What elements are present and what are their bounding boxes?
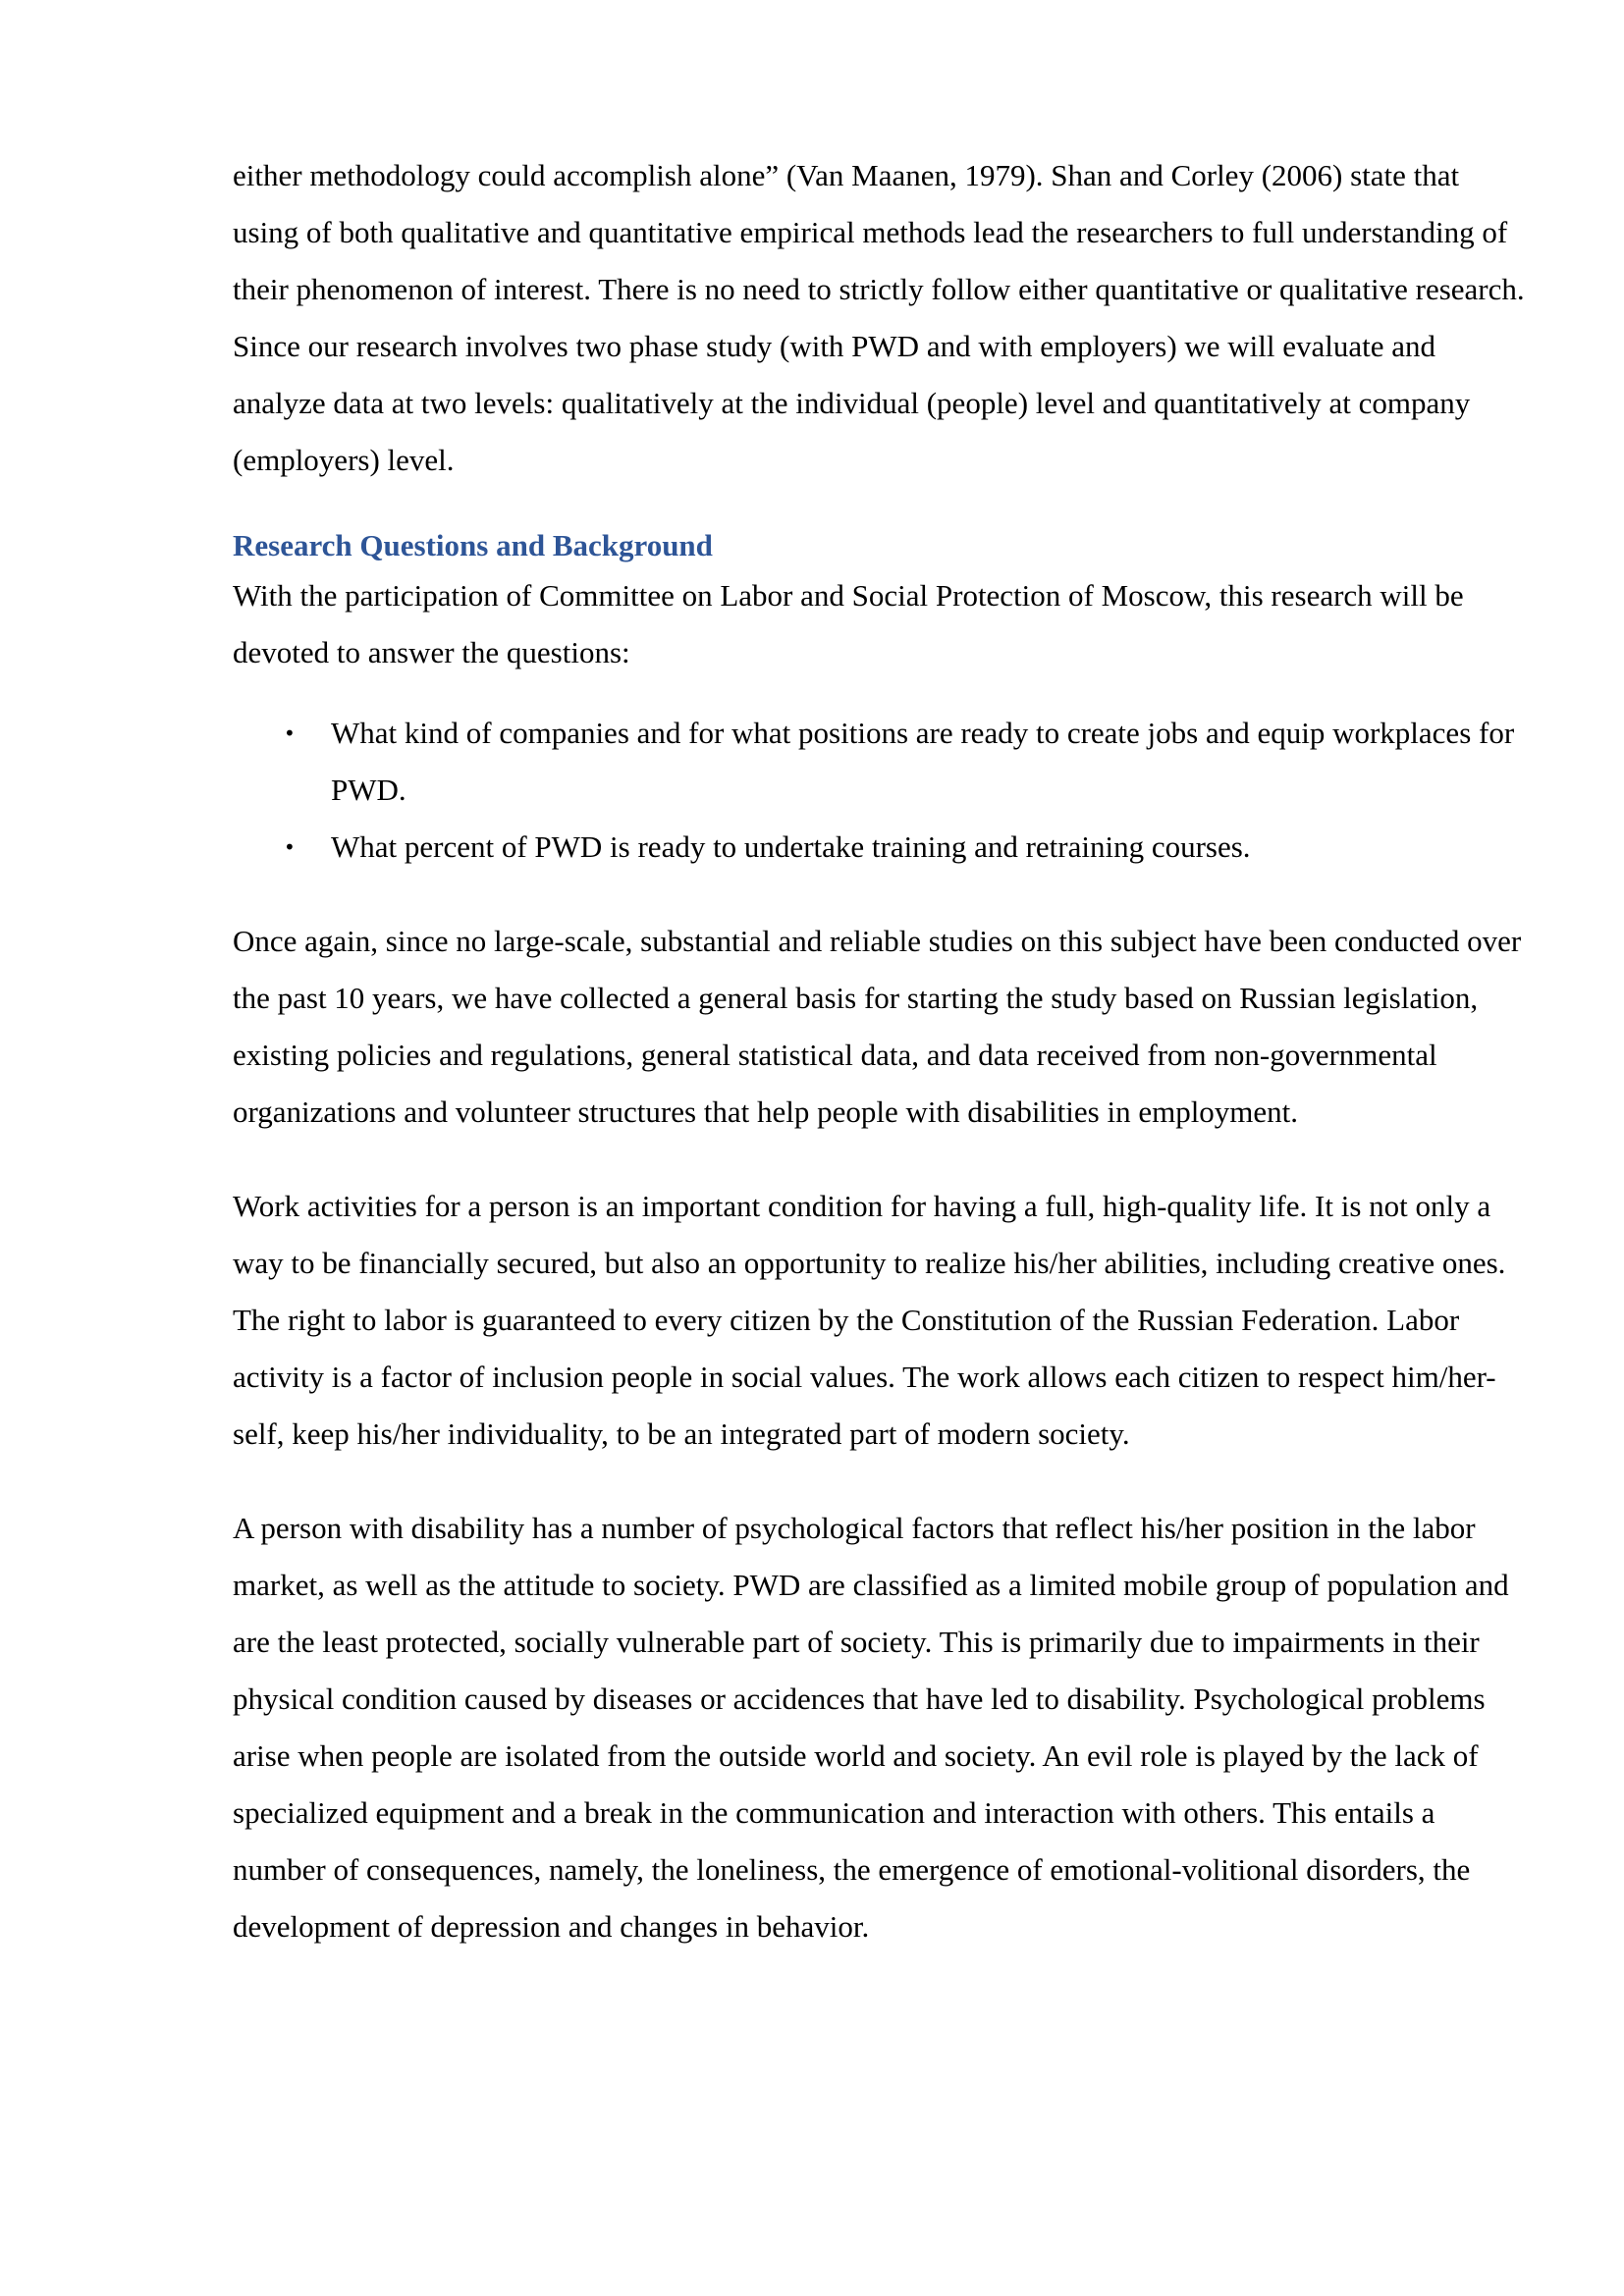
section-heading-research-questions: Research Questions and Background	[233, 528, 713, 562]
paragraph-methodology: either methodology could accomplish alone” (Van Maanen, 1979). Shan and Corley (2006) state that using of both qualitative and quantitative empirical methods lead the researchers to full understanding of their phenomenon of interest. There is no need to strictly follow either quantitative or qualitative research. Since our research involves two phase study (with PWD and with employers) we will evaluate and analyze data at two levels: qualitatively at the individual (people) level and quantitatively at company (employers) level.	[233, 158, 1525, 477]
paragraph-research-intro: With the participation of Committee on Labor and Social Protection of Moscow, this research will be devoted to answer the questions:	[233, 578, 1464, 669]
list-item	[233, 705, 1529, 819]
list-item-text: What percent of PWD is ready to undertake training and retraining courses.	[331, 829, 1251, 864]
paragraph-psychological-factors: A person with disability has a number of psychological factors that reflect his/her position in the labor market, as well as the attitude to society. PWD are classified as a limited mobile group of population and are the least protected, socially vulnerable part of society. This is primarily due to impairments in their physical condition caused by diseases or accidences that have led to disability. Psychological problems arise when people are isolated from the outside world and society. An evil role is played by the lack of specialized equipment and a break in the communication and interaction with others. This entails a number of consequences, namely, the loneliness, the emergence of emotional-volitional disorders, the development of depression and changes in behavior.	[233, 1511, 1509, 1944]
list-item-text: What kind of companies and for what positions are ready to create jobs and equip workplaces for PWD.	[331, 716, 1515, 807]
bullet-icon: •	[284, 835, 296, 859]
list-item	[233, 819, 1529, 876]
paragraph-study-basis: Once again, since no large-scale, substantial and reliable studies on this subject have been conducted over the past 10 years, we have collected a general basis for starting the study based on Russian legislation, existing policies and regulations, general statistical data, and data received from non-governmental organizations and volunteer structures that help people with disabilities in employment.	[233, 924, 1522, 1129]
document-page	[233, 147, 1529, 1955]
research-questions-list	[233, 705, 1529, 876]
bullet-icon: •	[284, 721, 296, 745]
paragraph-work-activities: Work activities for a person is an important condition for having a full, high-quality life. It is not only a way to be financially secured, but also an opportunity to realize his/her abilities, including creative ones. The right to labor is guaranteed to every citizen by the Constitution of the Russian Federation. Labor activity is a factor of inclusion people in social values. The work allows each citizen to respect him/her-self, keep his/her individuality, to be an integrated part of modern society.	[233, 1189, 1506, 1451]
